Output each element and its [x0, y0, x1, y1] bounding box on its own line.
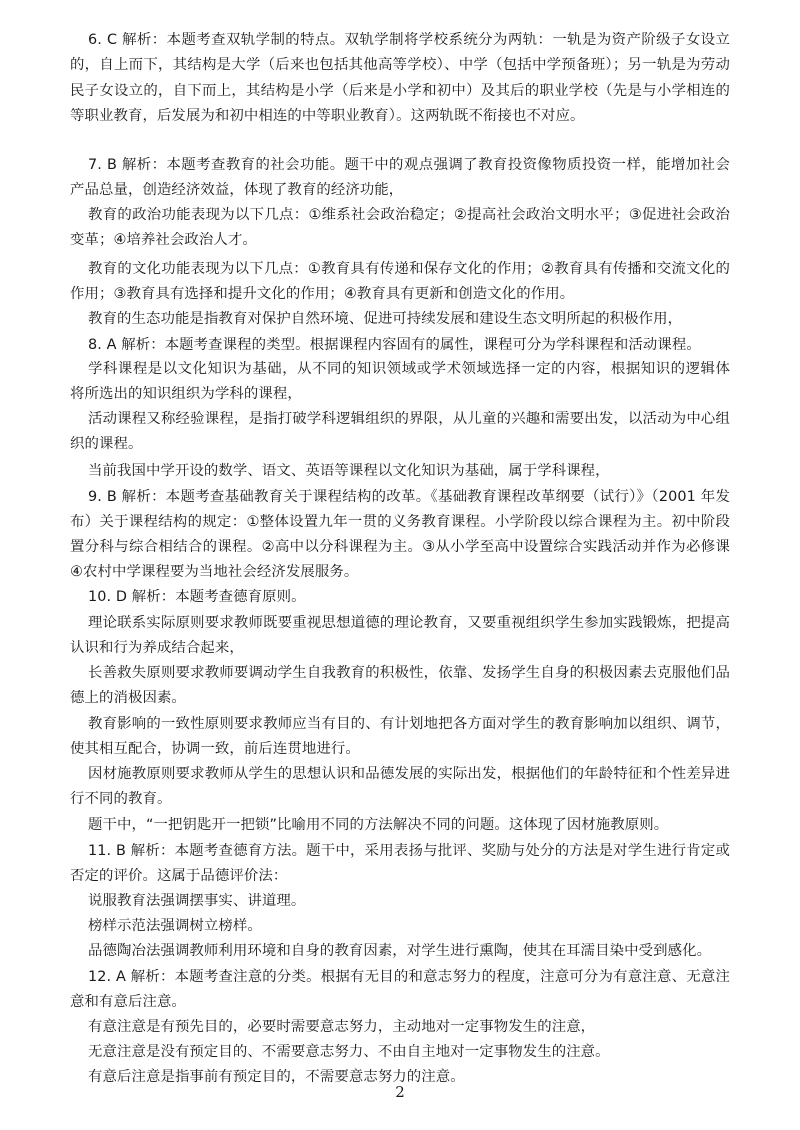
text-line: 活动课程又称经验课程，是指打破学科逻辑组织的界限，从儿童的兴趣和需要出发，以活动为中心组 — [88, 411, 730, 427]
text-line: 教育的政治功能表现为以下几点：①维系社会政治稳定；②提高社会政治文明水平；③促进社会政治 — [88, 207, 730, 223]
text-line: 因材施教原则要求教师从学生的思想认识和品德发展的实际出发，根据他们的年龄特征和个性差异进 — [88, 766, 730, 782]
text-line: 7. B 解析：本题考查教育的社会功能。题干中的观点强调了教育投资像物质投资一样，能增加社会 — [88, 157, 730, 173]
text-line: 认识和行为养成结合起来， — [70, 640, 244, 656]
text-line: 行不同的教育。 — [70, 791, 172, 807]
text-line: 8. A 解析：本题考查课程的类型。根据课程内容固有的属性，课程可分为学科课程和活动课程。 — [88, 337, 701, 353]
text-line: 9. B 解析：本题考查基础教育关于课程结构的改革。《基础教育课程改革纲要（试行）》（2001 年发 — [88, 489, 730, 505]
text-line: 的，自上而下，其结构是大学（后来也包括其他高等学校）、中学（包括中学预备班）；另一轨是为劳动 — [70, 57, 730, 73]
text-line: 说服教育法强调摆事实、讲道理。 — [88, 893, 306, 909]
text-line: 无意注意是没有预定目的、不需要意志努力、不由自主地对一定事物发生的注意。 — [88, 1044, 610, 1060]
text-line: 织的课程。 — [70, 436, 143, 452]
text-line: 置分科与综合相结合的课程。②高中以分科课程为主。③从小学至高中设置综合实践活动并作为必修课 — [70, 539, 730, 555]
text-line: 将所选出的知识组织为学科的课程， — [70, 386, 302, 402]
text-line: 题干中，“一把钥匙开一把锁”比喻用不同的方法解决不同的问题。这体现了因材施教原则。 — [88, 817, 669, 833]
text-line: 教育的文化功能表现为以下几点：①教育具有传递和保存文化的作用；②教育具有传播和交流文化的 — [88, 261, 730, 277]
text-line: 12. A 解析：本题考查注意的分类。根据有无目的和意志努力的程度，注意可分为有意注意、无意注 — [88, 969, 730, 985]
text-line: 产品总量，创造经济效益，体现了教育的经济功能， — [70, 182, 404, 198]
text-line: ④农村中学课程要为当地社会经济发展服务。 — [70, 564, 359, 580]
text-line: 品德陶冶法强调教师利用环境和自身的教育因素，对学生进行熏陶，使其在耳濡目染中受到感化。 — [88, 943, 712, 959]
text-line: 6. C 解析：本题考查双轨学制的特点。双轨学制将学校系统分为两轨：一轨是为资产阶级子女设立 — [88, 32, 730, 48]
text-line: 否定的评价。这属于品德评价法： — [70, 868, 288, 884]
text-line: 布）关于课程结构的规定：①整体设置九年一贯的义务教育课程。小学阶段以综合课程为主。初中阶段 — [70, 514, 730, 530]
text-line: 教育影响的一致性原则要求教师应当有目的、有计划地把各方面对学生的教育影响加以组织、调节， — [88, 716, 730, 732]
text-line: 教育的生态功能是指教育对保护自然环境、促进可持续发展和建设生态文明所起的积极作用， — [88, 311, 683, 327]
text-line: 作用；③教育具有选择和提升文化的作用；④教育具有更新和创造文化的作用。 — [70, 286, 575, 302]
text-line: 德上的消极因素。 — [70, 690, 186, 706]
page-number: 2 — [395, 1083, 405, 1101]
text-line: 使其相互配合，协调一致，前后连贯地进行。 — [70, 741, 360, 757]
text-line: 有意注意是有预先目的，必要时需要意志努力，主动地对一定事物发生的注意， — [88, 1019, 596, 1035]
text-line: 11. B 解析：本题考查德育方法。题干中，采用表扬与批评、奖励与处分的方法是对学生进行肯定或 — [88, 843, 730, 859]
text-line: 民子女设立的，自下而上，其结构是小学（后来是小学和初中）及其后的职业学校（先是与小学相连的 — [70, 83, 730, 99]
text-line: 意和有意后注意。 — [70, 994, 186, 1010]
text-line: 10. D 解析：本题考查德育原则。 — [88, 589, 306, 605]
text-line: 理论联系实际原则要求教师既要重视思想道德的理论教育，又要重视组织学生参加实践锻炼，把提高 — [88, 615, 730, 631]
text-line: 学科课程是以文化知识为基础，从不同的知识领域或学术领域选择一定的内容，根据知识的逻辑体 — [88, 361, 730, 377]
text-line: 长善救失原则要求教师要调动学生自我教育的积极性，依靠、发扬学生自身的积极因素去克服他们品 — [88, 665, 730, 681]
text-line: 当前我国中学开设的数学、语文、英语等课程以文化知识为基础，属于学科课程， — [88, 463, 610, 479]
text-line: 榜样示范法强调树立榜样。 — [88, 918, 262, 934]
text-line: 等职业教育，后发展为和初中相连的中等职业教育）。这两轨既不衔接也不对应。 — [70, 108, 585, 124]
text-line: 有意后注意是指事前有预定目的，不需要意志努力的注意。 — [88, 1069, 465, 1085]
text-line: 变革；④培养社会政治人才。 — [70, 232, 257, 248]
